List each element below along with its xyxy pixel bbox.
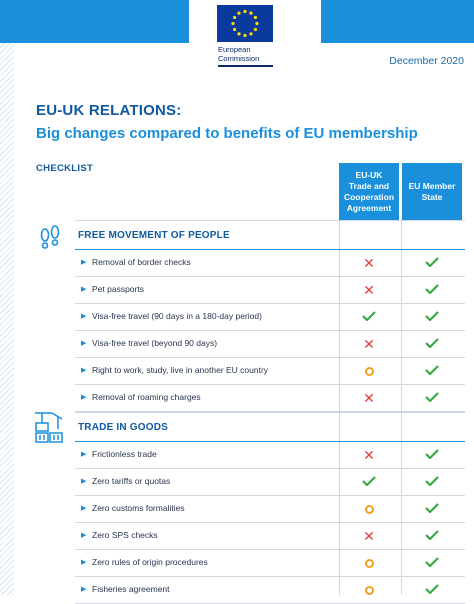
tca-status bbox=[360, 446, 378, 464]
tick-icon bbox=[425, 389, 439, 407]
partial-circle-icon bbox=[365, 586, 374, 595]
row-label: Removal of roaming charges bbox=[92, 392, 201, 402]
eu-star-icon bbox=[233, 16, 236, 19]
checklist-row bbox=[75, 385, 465, 412]
checklist-row bbox=[75, 331, 465, 358]
bullet-arrow-icon: ▶ bbox=[81, 313, 87, 320]
eu-star-icon bbox=[231, 22, 234, 25]
bullet-arrow-icon: ▶ bbox=[81, 367, 87, 374]
eu-star-icon bbox=[249, 12, 252, 15]
eu-star-icon bbox=[243, 10, 246, 13]
logo-line2: Commission bbox=[218, 54, 260, 63]
eu-star-icon bbox=[243, 34, 246, 37]
tick-icon bbox=[425, 335, 439, 353]
tca-status bbox=[360, 500, 378, 518]
member-state-status bbox=[423, 581, 441, 599]
cross-icon: ✕ bbox=[363, 447, 375, 463]
row-label: Right to work, study, live in another EU country bbox=[92, 365, 269, 375]
partial-circle-icon bbox=[365, 559, 374, 568]
member-state-status bbox=[423, 500, 441, 518]
row-label: Visa-free travel (90 days in a 180-day period) bbox=[92, 311, 262, 321]
page-subtitle: Big changes compared to benefits of EU membership bbox=[36, 125, 418, 142]
member-state-status bbox=[423, 527, 441, 545]
tick-icon bbox=[425, 500, 439, 518]
tick-icon bbox=[425, 281, 439, 299]
tca-status bbox=[360, 308, 378, 326]
partial-circle-icon bbox=[365, 505, 374, 514]
partial-circle-icon bbox=[365, 367, 374, 376]
tick-icon bbox=[425, 473, 439, 491]
tick-icon bbox=[425, 446, 439, 464]
cross-icon: ✕ bbox=[363, 282, 375, 298]
row-label: Pet passports bbox=[92, 284, 144, 294]
cargo-crane-icon bbox=[32, 409, 68, 450]
checklist-row bbox=[75, 358, 465, 385]
checklist-row bbox=[75, 442, 465, 469]
col1-line: EU-UK bbox=[355, 169, 383, 180]
checklist-row bbox=[75, 496, 465, 523]
row-label: Fisheries agreement bbox=[92, 584, 170, 594]
checklist-row bbox=[75, 304, 465, 331]
checklist-row bbox=[75, 250, 465, 277]
cross-icon: ✕ bbox=[363, 528, 375, 544]
eu-star-icon bbox=[249, 32, 252, 35]
bullet-arrow-icon: ▶ bbox=[81, 394, 87, 401]
row-label: Zero rules of origin procedures bbox=[92, 557, 208, 567]
member-state-status bbox=[423, 389, 441, 407]
row-label: Visa-free travel (beyond 90 days) bbox=[92, 338, 218, 348]
bullet-arrow-icon: ▶ bbox=[81, 259, 87, 266]
eu-star-icon bbox=[254, 16, 257, 19]
tca-status bbox=[360, 362, 378, 380]
row-label: Removal of border checks bbox=[92, 257, 191, 267]
tca-status bbox=[360, 554, 378, 572]
column-header-member-state bbox=[402, 163, 462, 220]
tick-icon bbox=[362, 473, 376, 491]
footprints-icon bbox=[37, 225, 63, 256]
cross-icon: ✕ bbox=[363, 255, 375, 271]
checklist-row bbox=[75, 277, 465, 304]
tca-status bbox=[360, 335, 378, 353]
member-state-status bbox=[423, 473, 441, 491]
publication-date: December 2020 bbox=[389, 55, 464, 67]
page-title: EU-UK RELATIONS: bbox=[36, 102, 182, 119]
col2-line: State bbox=[421, 191, 443, 202]
tca-status bbox=[360, 473, 378, 491]
tca-status bbox=[360, 581, 378, 599]
bullet-arrow-icon: ▶ bbox=[81, 340, 87, 347]
tick-icon bbox=[425, 581, 439, 599]
section-title: FREE MOVEMENT OF PEOPLE bbox=[78, 230, 230, 241]
member-state-status bbox=[423, 308, 441, 326]
checklist-label: CHECKLIST bbox=[36, 163, 94, 174]
eu-flag-icon bbox=[217, 5, 273, 42]
cross-icon: ✕ bbox=[363, 336, 375, 352]
tick-icon bbox=[362, 308, 376, 326]
member-state-status bbox=[423, 446, 441, 464]
bullet-arrow-icon: ▶ bbox=[81, 478, 87, 485]
tca-status bbox=[360, 527, 378, 545]
logo-line1: European bbox=[218, 45, 251, 54]
member-state-status bbox=[423, 254, 441, 272]
tick-icon bbox=[425, 527, 439, 545]
col1-line: Trade and bbox=[348, 180, 390, 191]
checklist-table bbox=[75, 220, 465, 604]
bullet-arrow-icon: ▶ bbox=[81, 505, 87, 512]
tick-icon bbox=[425, 362, 439, 380]
tca-status bbox=[360, 389, 378, 407]
tca-status bbox=[360, 254, 378, 272]
section-title: TRADE IN GOODS bbox=[78, 422, 169, 433]
cross-icon: ✕ bbox=[363, 390, 375, 406]
tick-icon bbox=[425, 308, 439, 326]
col1-line: Agreement bbox=[346, 202, 392, 213]
eu-star-icon bbox=[237, 12, 240, 15]
section-header bbox=[75, 220, 465, 250]
eu-star-icon bbox=[237, 32, 240, 35]
row-label: Zero tariffs or quotas bbox=[92, 476, 171, 486]
member-state-status bbox=[423, 554, 441, 572]
bullet-arrow-icon: ▶ bbox=[81, 586, 87, 593]
checklist-row bbox=[75, 523, 465, 550]
bullet-arrow-icon: ▶ bbox=[81, 286, 87, 293]
bullet-arrow-icon: ▶ bbox=[81, 451, 87, 458]
row-label: Frictionless trade bbox=[92, 449, 157, 459]
member-state-status bbox=[423, 362, 441, 380]
logo-underline bbox=[218, 65, 273, 67]
tca-status bbox=[360, 281, 378, 299]
side-stripes bbox=[0, 43, 14, 595]
bullet-arrow-icon: ▶ bbox=[81, 559, 87, 566]
checklist-row bbox=[75, 577, 465, 604]
member-state-status bbox=[423, 281, 441, 299]
eu-star-icon bbox=[254, 28, 257, 31]
tick-icon bbox=[425, 554, 439, 572]
logo-text bbox=[218, 45, 259, 63]
column-header-tca bbox=[339, 163, 399, 220]
eu-star-icon bbox=[233, 28, 236, 31]
row-label: Zero SPS checks bbox=[92, 530, 158, 540]
col2-line: EU Member bbox=[408, 180, 456, 191]
row-label: Zero customs formalities bbox=[92, 503, 185, 513]
checklist-row bbox=[75, 550, 465, 577]
tick-icon bbox=[425, 254, 439, 272]
eu-star-icon bbox=[255, 22, 258, 25]
member-state-status bbox=[423, 335, 441, 353]
section-header bbox=[75, 412, 465, 442]
col1-line: Cooperation bbox=[343, 191, 395, 202]
bullet-arrow-icon: ▶ bbox=[81, 532, 87, 539]
checklist-row bbox=[75, 469, 465, 496]
